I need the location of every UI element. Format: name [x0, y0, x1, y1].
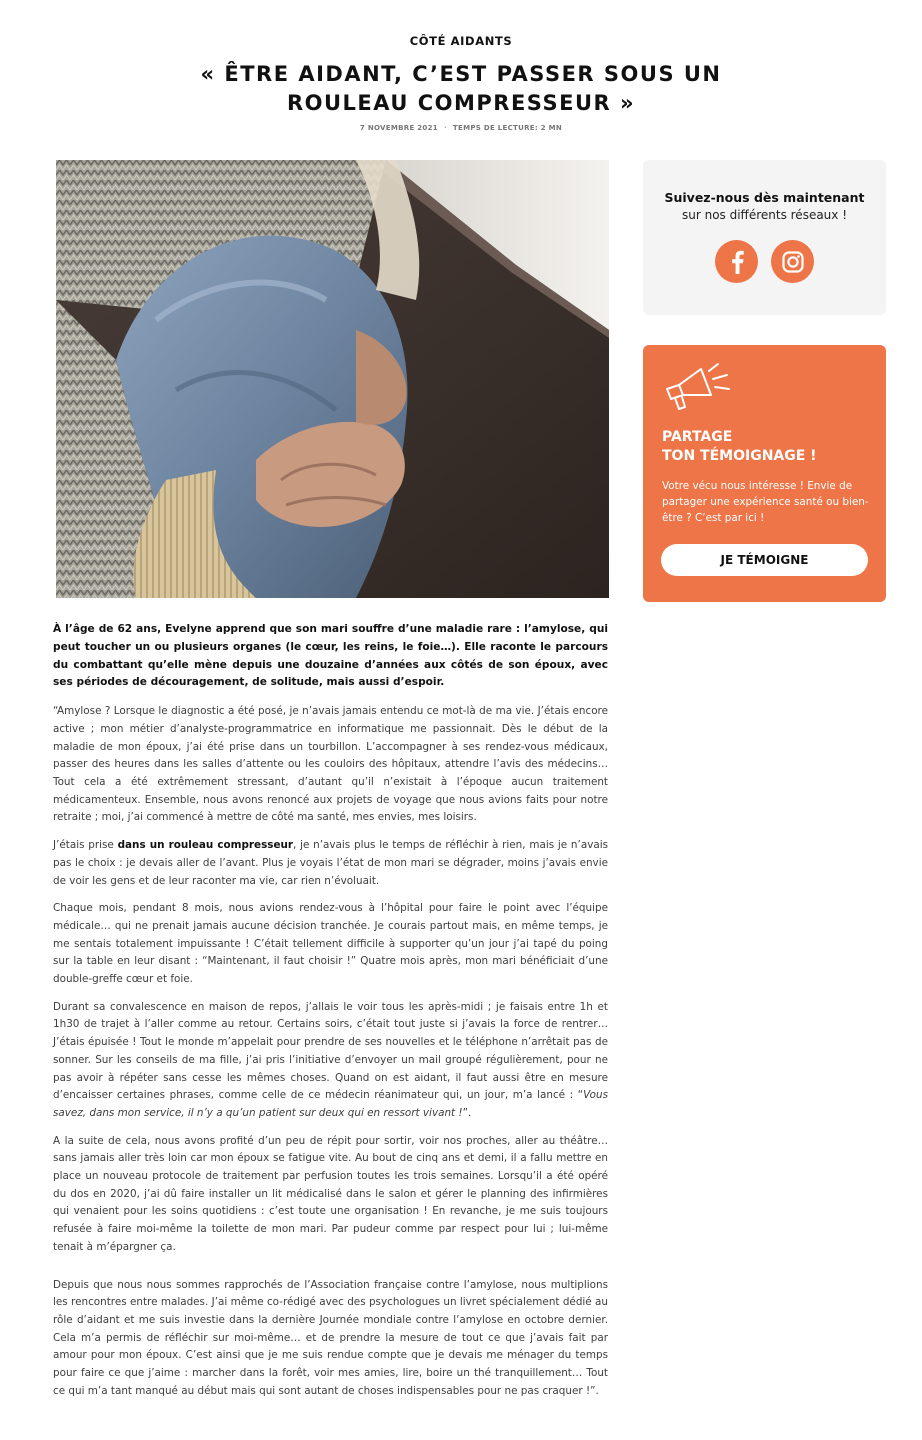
- article-category[interactable]: CÔTÉ AIDANTS: [409, 34, 513, 48]
- follow-title: Suivez-nous dès maintenant: [664, 190, 865, 205]
- article-paragraph-1: “Amylose ? Lorsque le diagnostic a été posé, je n’avais jamais entendu ce mot-là de ma vie. J’étais encore active ; mon métier d’analyste-programmatrice en informatique me passionnait. Dès le début de la maladie de mon époux, j’ai été prise dans un tourbillon. L’accompagner à ses rendez-vous médicaux, passer des heures dans les salles d’attente ou les couloirs des hôpitaux, attendre l’avis des médecins… Tout cela a été extrêmement stressant, d’autant qu’il n’existait à l’époque aucun traitement médicamenteux. Ensemble, nous avons renoncé aux projets de voyage que nous avions faits pour notre retraite ; moi, j’ai commencé à mettre de côté ma santé, mes envies, mes loisirs.: [53, 705, 608, 824]
- facebook-icon[interactable]: [715, 240, 758, 283]
- paragraph-quote: Vous savez, dans mon service, il n’y a qu’un patient sur deux qui en ressort vivant !: [53, 1089, 608, 1119]
- paragraph-highlight: dans un rouleau compresseur: [117, 839, 294, 852]
- social-links: [643, 240, 886, 283]
- paragraph-text: ”.: [462, 1106, 472, 1119]
- testify-button[interactable]: JE TÉMOIGNE: [661, 544, 868, 576]
- paragraph-text: J’étais prise: [53, 839, 118, 852]
- share-title: [662, 428, 872, 466]
- article-paragraph-4: [53, 999, 608, 1123]
- share-title-line-2: TON TÉMOIGNAGE !: [662, 448, 817, 464]
- instagram-icon[interactable]: [771, 240, 814, 283]
- article-paragraph-6: Depuis que nous nous sommes rapprochés de l’Association française contre l’amylose, nous multiplions les rencontres entre malades. J’ai même co-rédigé avec des psychologues un livret spécialement dédié au rôle d’aidant et me suis investie dans la dernière Journée mondiale contre l’amylose en octobre dernier. Cela m’a permis de réfléchir sur moi-même… et de prendre la mesure de tout ce que j’avais fait par amour pour mon époux. C’est ainsi que je me suis rendue compte que je devais me ménager du temps pour faire ce que j’aime : marcher dans la forêt, voir mes amies, lire, boire un thé tranquillement… Tout ce qui m’a tant manqué au début mais qui sont autant de choses indispensables pour ne pas craquer !”.: [53, 1278, 608, 1397]
- share-description: Votre vécu nous intéresse ! Envie de partager une expérience santé ou bien-être ? C’est par ici !: [662, 480, 869, 524]
- hero-image: [56, 160, 609, 598]
- follow-subtitle: sur nos différents réseaux !: [681, 208, 848, 222]
- paragraph-text: , je n’avais plus le temps de réfléchir à rien, mais je n’avais pas le choix : je devais aller de l’avant. Plus je voyais l’état de mon mari se dégrader, moins j’avais envie de voir les gens et de leur raconter ma vie, car rien n’évoluait.: [53, 839, 609, 887]
- article-title: « ÊTRE AIDANT, C’EST PASSER SOUS UN ROULEAU COMPRESSEUR »: [200, 62, 722, 115]
- reading-time: TEMPS DE LECTURE: 2 MN: [452, 124, 563, 132]
- article-body: [53, 621, 608, 1411]
- publish-date: 7 NOVEMBRE 2021: [359, 124, 438, 132]
- article-paragraph-5: A la suite de cela, nous avons profité d’un peu de répit pour sortir, voir nos proches, aller au théâtre… sans jamais aller très loin car mon époux se fatigue vite. Au bout de cinq ans et demi, il a fallu mettre en place un nouveau protocole de traitement par perfusion toutes les trois semaines. Lorsqu’il a été opéré du dos en 2020, j’ai dû faire installer un lit médicalisé dans le salon et gérer le planning des infirmières qui venaient pour les soins quotidiens : c’est toute une organisation ! En revanche, je me suis toujours refusée à faire moi-même la toilette de mon mari. Par pudeur comme par respect pour lui ; lui-même tenait à m’épargner ça.: [53, 1134, 608, 1253]
- share-title-line-1: PARTAGE: [662, 429, 733, 445]
- article-paragraph-2: [53, 837, 608, 890]
- share-testimony-card: [643, 345, 886, 602]
- article-paragraph-3: Chaque mois, pendant 8 mois, nous avions rendez-vous à l’hôpital pour faire le point avec l’équipe médicale… qui ne prenait jamais aucune décision tranchée. Je courais partout mais, en même temps, je me sentais totalement impuissante ! C’était tellement difficile à supporter qu’un jour j’ai tapé du poing sur la table en leur disant : “Maintenant, il faut choisir !” Quatre mois après, mon mari bénéficiait d’une double-greffe cœur et foie.: [53, 902, 608, 986]
- follow-us-card: [643, 160, 886, 315]
- article-meta: [0, 124, 922, 132]
- paragraph-text: Durant sa convalescence en maison de repos, j’allais le voir tous les après-midi ; je faisais entre 1h et 1h30 de trajet à l’aller comme au retour. Certains soirs, c’était tout juste si j’avais la force de rentrer… J’étais épuisée ! Tout le monde m’appelait pour prendre de ses nouvelles et le téléphone n’arrêtait pas de sonner. Sur les conseils de ma fille, j’ai pris l’initiative d’envoyer un mail groupé régulièrement, pour ne pas avoir à répéter sans cesse les mêmes choses. Quand on est aidant, il faut aussi être en mesure d’encaisser certaines phrases, comme celle de ce médecin réanimateur qui, un jour, m’a lancé : “: [53, 1000, 608, 1102]
- meta-separator: ·: [443, 124, 447, 132]
- megaphone-icon: [663, 359, 735, 415]
- article-lead: À l’âge de 62 ans, Evelyne apprend que son mari souffre d’une maladie rare : l’amylose, qui peut toucher un ou plusieurs organes (le cœur, les reins, le foie…). Elle raconte le parcours du combattant qu’elle mène depuis une douzaine d’années aux côtés de son époux, avec ses périodes de découragement, de solitude, mais aussi d’espoir.: [53, 623, 608, 689]
